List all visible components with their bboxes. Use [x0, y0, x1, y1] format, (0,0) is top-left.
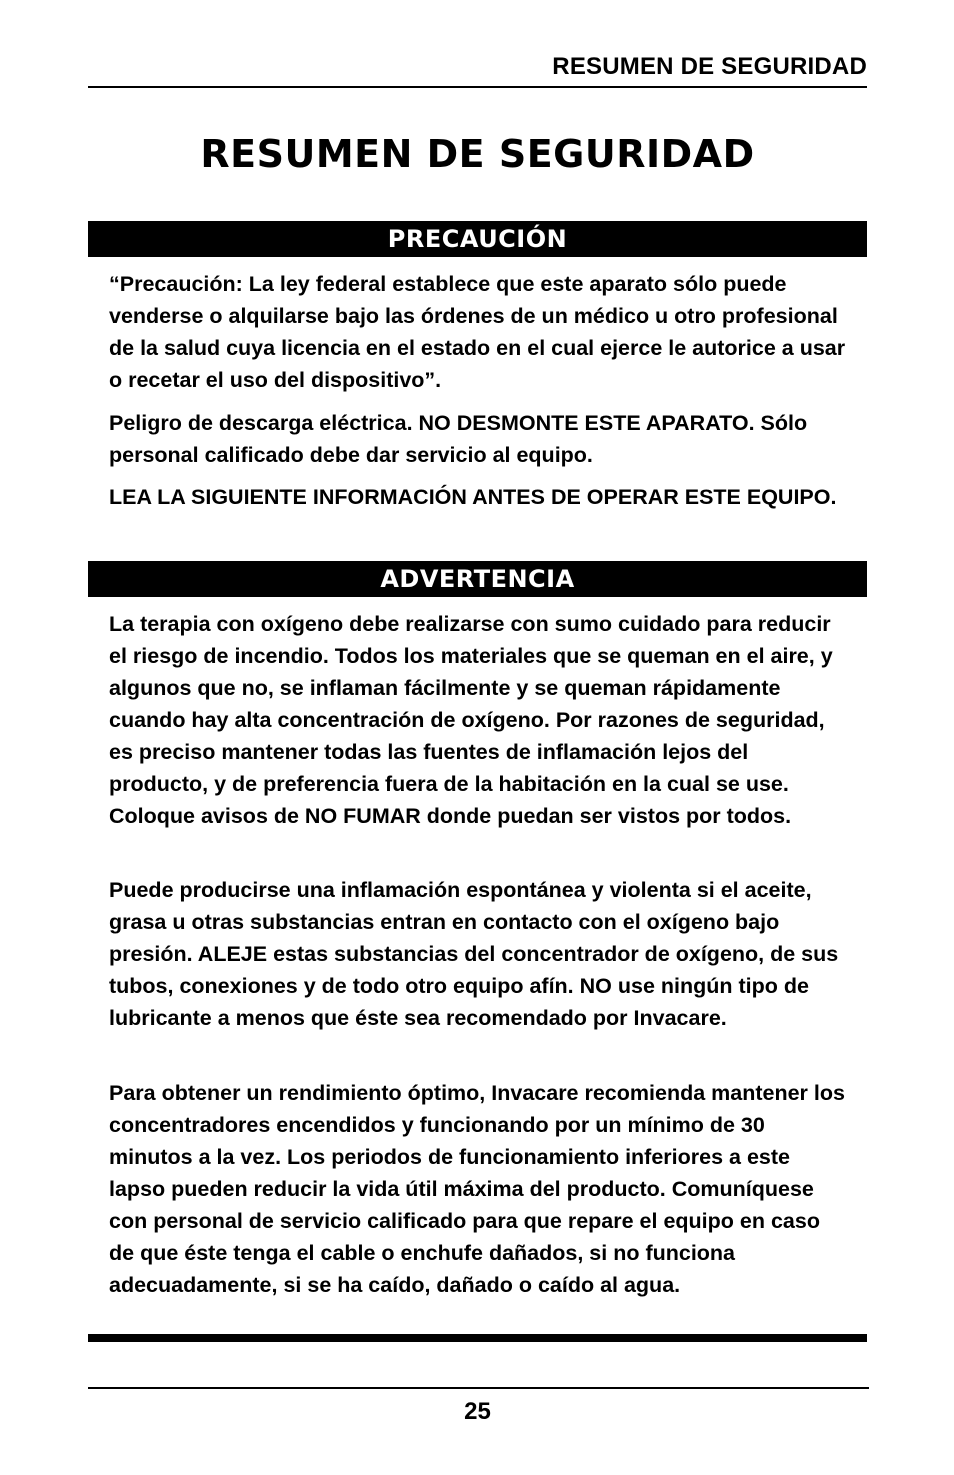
page-title: RESUMEN DE SEGURIDAD [200, 132, 755, 176]
electric-shock-paragraph: Peligro de descarga eléctrica. NO DESMONTE ESTE APARATO. Sólo personal calificado debe dar servicio al equipo. [109, 411, 808, 467]
oxygen-fire-risk-paragraph: La terapia con oxígeno debe realizarse con sumo cuidado para reducir el riesgo de incendio. Todos los materiales que se queman en el aire, y algunos que no, se inflaman fácilmente y se queman rápidamente cuando hay alta concentración de oxígeno. Por razones de seguridad, es preciso mantener todas las fuentes de inflamación lejos del producto, y de preferencia fuera de la habitación en la cual se use. Coloque avisos de NO FUMAR donde puedan ser vistos por todos. [109, 612, 833, 828]
running-header: RESUMEN DE SEGURIDAD [552, 53, 867, 80]
section-heading-advertencia: ADVERTENCIA [88, 561, 867, 597]
optimal-performance-paragraph: Para obtener un rendimiento óptimo, Invacare recomienda mantener los concentradores encendidos y funcionando por un mínimo de 30 minutos a la vez. Los periodos de funcionamiento inferiores a este lapso pueden reducir la vida útil máxima del producto. Comuníquese con personal de servicio calificado para que repare el equipo en caso de que éste tenga el cable o enchufe dañados, si no funciona adecuadamente, si se ha caído, dañado o caído al agua. [109, 1081, 845, 1297]
page-number: 25 [464, 1398, 491, 1425]
footer-rule [88, 1387, 869, 1389]
caution-federal-law-paragraph: “Precaución: La ley federal establece que este aparato sólo puede venderse o alquilarse bajo las órdenes de un médico u otro profesional de la salud cuya licencia en el estado en el cual ejerce le autorice a usar o recetar el uso del dispositivo”. [109, 272, 846, 392]
section-end-rule [88, 1334, 867, 1342]
read-before-operating-paragraph: LEA LA SIGUIENTE INFORMACIÓN ANTES DE OPERAR ESTE EQUIPO. [109, 485, 837, 509]
oil-grease-paragraph: Puede producirse una inflamación espontánea y violenta si el aceite, grasa u otras substancias entran en contacto con el oxígeno bajo presión. ALEJE estas substancias del concentrador de oxígeno, de sus tubos, conexiones y de todo otro equipo afín. NO use ningún tipo de lubricante a menos que éste sea recomendado por Invacare. [109, 878, 839, 1030]
section-heading-precaucion: PRECAUCIÓN [88, 221, 867, 257]
header-rule [88, 86, 867, 88]
